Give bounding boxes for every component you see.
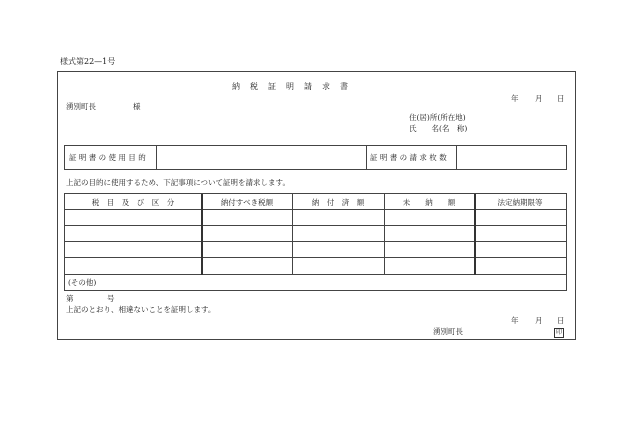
seal-icon: 印 — [555, 329, 562, 336]
copies-label-cell — [366, 146, 456, 169]
table-column-divider — [292, 194, 293, 275]
form-number: 様式第22—1号 — [60, 57, 116, 66]
date-top-day: 日 — [557, 94, 565, 103]
cert-number-prefix: 第 — [66, 294, 74, 303]
request-text: 上記の目的に使用するため、下記事項について証明を請求します。 — [66, 178, 290, 187]
header-tax-unpaid: 未 納 額 — [402, 198, 456, 207]
copies-field[interactable] — [456, 146, 566, 169]
table-column-divider — [201, 194, 203, 275]
date-bottom-year: 年 — [511, 316, 519, 325]
table-row-divider — [65, 225, 566, 226]
table-row-divider — [65, 257, 566, 258]
header-tax-due: 納付すべき税額 — [220, 198, 274, 207]
purpose-label: 証 明 書 の 使 用 目 的 — [69, 153, 146, 162]
table-row-divider — [65, 241, 566, 242]
purpose-field[interactable] — [156, 146, 366, 169]
copies-label: 証 明 書 の 請 求 枚 数 — [370, 153, 447, 162]
request-table — [64, 145, 567, 170]
cert-text: 上記のとおり、相違ないことを証明します。 — [66, 305, 216, 314]
header-tax-paid: 納 付 済 額 — [311, 198, 365, 207]
issuer: 湧別町長 — [433, 327, 463, 336]
date-bottom-month: 月 — [535, 316, 543, 325]
honorific: 様 — [133, 102, 141, 111]
applicant-address-label: 住(居)所(所在地) — [409, 113, 466, 122]
other-label: (その他) — [68, 278, 97, 287]
table-row-divider — [65, 209, 566, 210]
table-column-divider — [474, 194, 476, 275]
form-title: 納 税 証 明 請 求 書 — [232, 82, 349, 91]
tax-table — [64, 193, 567, 291]
addressee: 湧別町長 — [66, 102, 96, 111]
date-top-year: 年 — [511, 94, 519, 103]
table-column-divider — [384, 194, 385, 275]
header-due-date: 法定納期限等 — [497, 198, 543, 207]
date-bottom-day: 日 — [557, 316, 565, 325]
table-row-divider — [65, 274, 566, 275]
cert-number-suffix: 号 — [107, 294, 115, 303]
header-tax-category: 税 目 及 び 区 分 — [91, 198, 175, 207]
date-top-month: 月 — [535, 94, 543, 103]
applicant-name-label: 氏 名(名 称) — [409, 124, 468, 133]
